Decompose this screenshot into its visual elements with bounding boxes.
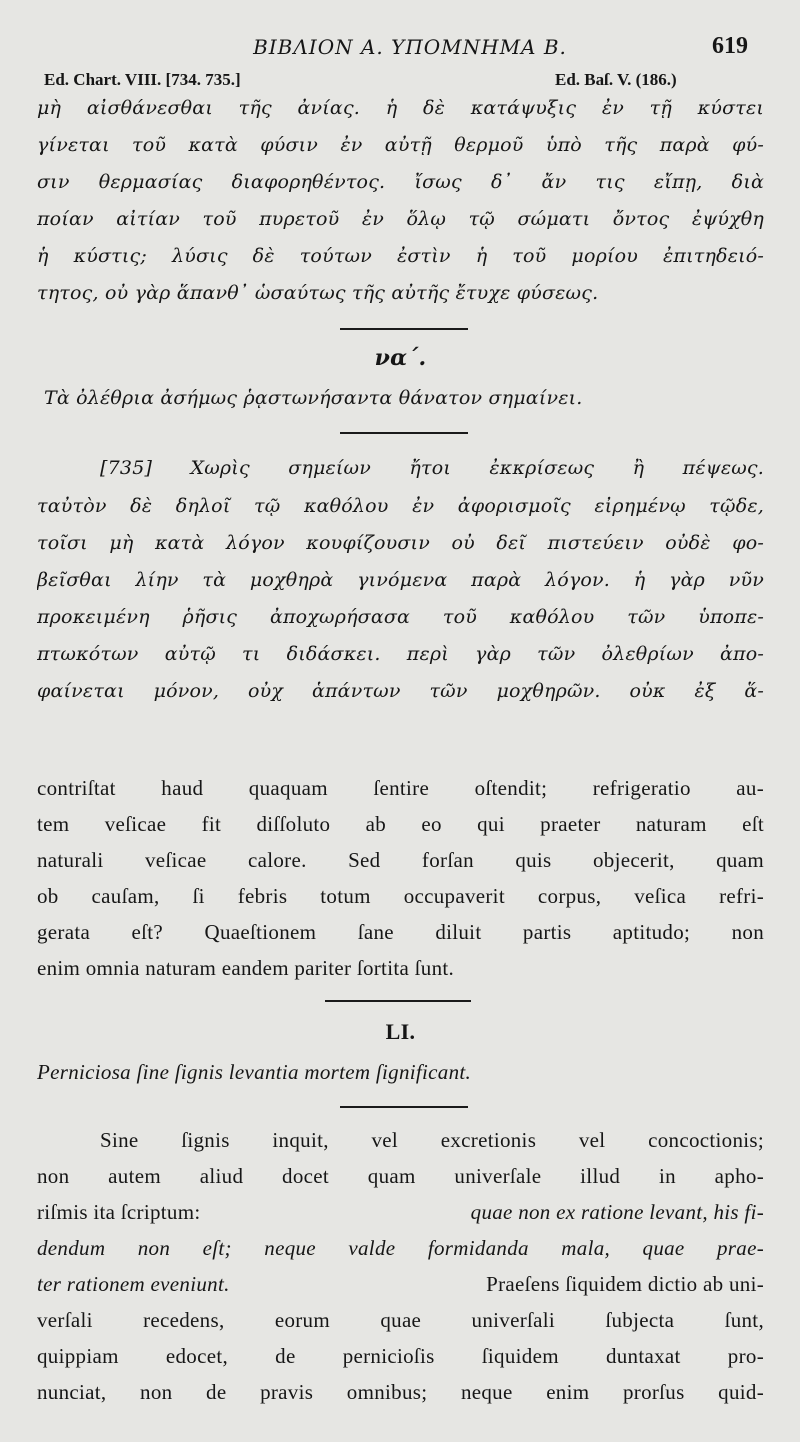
greek-aphorism: Τὰ ὀλέθρια ἀσήμως ῥᾳστωνήσαντα θάνατον σημαίνει.: [44, 387, 583, 409]
latin-line: non autem aliud docet quam univerſale illud in apho-: [37, 1164, 764, 1188]
latin-text: Praeſens ſiquidem dictio ab uni-: [486, 1272, 764, 1296]
greek-line: ταὐτὸν δὲ δηλοῖ τῷ καθόλου ἐν ἀφορισμοῖς εἰρημένῳ τῷδε,: [37, 495, 764, 517]
latin-line: ob cauſam, ſi febris totum occupaverit corpus, veſica refri-: [37, 884, 764, 908]
latin-line: naturali veſicae calore. Sed forſan quis objecerit, quam: [37, 848, 764, 872]
greek-line: [735] Χωρὶς σημείων ἤτοι ἐκκρίσεως ἢ πέψεως.: [100, 457, 764, 479]
latin-aphorism: Perniciosa ſine ſignis levantia mortem ſignificant.: [37, 1060, 472, 1084]
latin-line: contriſtat haud quaquam ſentire oſtendit; refrigeratio au-: [37, 776, 764, 800]
edition-basel-reference: Ed. Baſ. V. (186.): [555, 70, 677, 89]
latin-quotation: quae non ex ratione levant, his fi-: [470, 1200, 764, 1224]
latin-quotation: ter rationem eveniunt.: [37, 1272, 230, 1296]
latin-line: gerata eſt? Quaeſtionem ſane diluit partis aptitudo; non: [37, 920, 764, 944]
latin-section-number: LI.: [385, 1020, 416, 1044]
latin-text: riſmis ita ſcriptum:: [37, 1200, 201, 1224]
latin-line: tem veſicae fit diſſoluto ab eo qui praeter naturam eſt: [37, 812, 764, 836]
greek-line: γίνεται τοῦ κατὰ φύσιν ἐν αὐτῇ θερμοῦ ὑπὸ τῆς παρὰ φύ-: [37, 134, 764, 156]
latin-line: [37, 1272, 764, 1296]
greek-line: φαίνεται μόνον, οὐχ ἁπάντων τῶν μοχθηρῶν. οὐκ ἐξ ἅ-: [37, 680, 764, 702]
greek-line: προκειμένη ῥῆσις ἀποχωρήσασα τοῦ καθόλου τῶν ὑποπε-: [37, 606, 764, 628]
latin-line: Sine ſignis inquit, vel excretionis vel concoctionis;: [100, 1128, 764, 1152]
page-number: 619: [712, 33, 748, 59]
greek-line: τοῖσι μὴ κατὰ λόγον κουφίζουσιν οὐ δεῖ πιστεύειν οὐδὲ φο-: [37, 532, 764, 554]
greek-line: μὴ αἰσθάνεσθαι τῆς ἀνίας. ἡ δὲ κατάψυξις ἐν τῇ κύστει: [37, 97, 764, 119]
latin-quotation-line: dendum non eſt; neque valde formidanda mala, quae prae-: [37, 1236, 764, 1260]
section-divider: [340, 1106, 468, 1108]
edition-chart-reference: Ed. Chart. VIII. [734. 735.]: [44, 70, 241, 89]
latin-line: quippiam edocet, de pernicioſis ſiquidem duntaxat pro-: [37, 1344, 764, 1368]
greek-line: ἡ κύστις; λύσις δὲ τούτων ἐστὶν ἡ τοῦ μορίου ἐπιτηδειό-: [37, 245, 764, 267]
greek-line: βεῖσθαι λίην τὰ μοχθηρὰ γινόμενα παρὰ λόγον. ἡ γὰρ νῦν: [37, 569, 764, 591]
latin-line: [37, 1200, 764, 1224]
section-divider: [325, 1000, 471, 1002]
running-title: ΒΙΒΛΙΟΝ Α. ΥΠΟΜΝΗΜΑ Β.: [253, 35, 567, 59]
greek-section-number: να΄.: [374, 346, 427, 370]
latin-line: enim omnia naturam eandem pariter ſortita ſunt.: [37, 956, 455, 980]
latin-line: verſali recedens, eorum quae univerſali ſubjecta ſunt,: [37, 1308, 764, 1332]
section-divider: [340, 432, 468, 434]
greek-line: σιν θερμασίας διαφορηθέντος. ἴσως δ᾽ ἄν τις εἴπῃ, διὰ: [37, 171, 764, 193]
greek-line: τητος, οὐ γὰρ ἅπανθ᾽ ὡσαύτως τῆς αὐτῆς ἔτυχε φύσεως.: [37, 282, 599, 304]
greek-line: ποίαν αἰτίαν τοῦ πυρετοῦ ἐν ὅλῳ τῷ σώματι ὄντος ἐψύχθη: [37, 208, 764, 230]
greek-line: πτωκότων αὐτῷ τι διδάσκει. περὶ γὰρ τῶν ὀλεθρίων ἀπο-: [37, 643, 764, 665]
latin-line: nunciat, non de pravis omnibus; neque enim prorſus quid-: [37, 1380, 764, 1404]
section-divider: [340, 328, 468, 330]
